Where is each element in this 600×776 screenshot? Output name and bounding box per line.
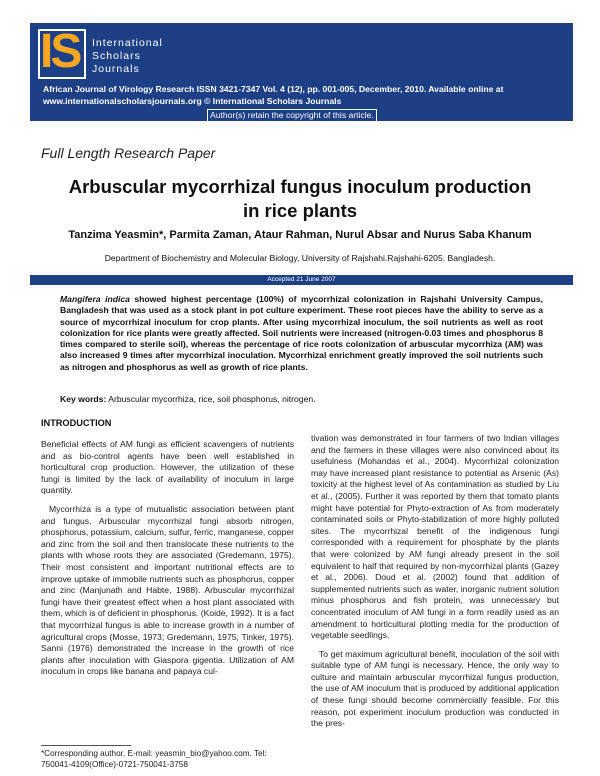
abstract	[60, 294, 543, 373]
author-list: Tanzima Yeasmin*, Parmita Zaman, Ataur Rahman, Nurul Absar and Nurus Saba Khanum	[68, 229, 532, 241]
keywords-label: Key words:	[60, 394, 107, 404]
journal-logo-mark: IS	[40, 25, 80, 78]
body-column-right	[311, 433, 559, 737]
keywords	[60, 394, 543, 404]
section-heading-introduction: INTRODUCTION	[41, 418, 112, 428]
logo-line-3: Journals	[92, 63, 140, 75]
intro-paragraph-4: To get maximum agricultural benefit, inoculation of the soil with suitable type of AM fungi is necessary. Hence, the only way to culture and maintain arbuscular mycorrhizal fungus production, the use of AM inoculum that is produced by additional application of these fungi should become commercially feasible. For this reason, pot experiment inoculum production was conducted in the pres-	[311, 648, 559, 729]
author-affiliation: Department of Biochemistry and Molecular Biology, University of Rajshahi.Rajshahi-6205. Bangladesh.	[104, 253, 496, 263]
abstract-body: showed highest percentage (100%) of mycorrhizal colonization in Rajshahi University Campus, Bangladesh that was used as a stock plant in pot culture experiment. These root pieces have the ability to serve as a source of mycorrhizal inoculum for crop plants. After using mycorrhizal inoculum, the soil nutrients as well as root colonization for rice plants were greatly affected. Soil nutrients were increased (nitrogen-0.03 times and phosphorus 8 times compared to sterile soil), whereas the percentage of rice roots colonization of arbuscular mycorrhiza (AM) was also increased 9 times after mycorrhizal inoculation. Mycorrhizal enrichment greatly improved the soil nutrients such as nitrogen and phosphorus as well as growth of rice plants.	[60, 294, 543, 372]
intro-paragraph-3: tivation was demonstrated in four farmers of two Indian villages and the farmers in these villages were also convinced about its usefulness (Mohandas et al., 2004). Mycorrhizal colonization may have increased plant resistance to potential as Arsenic (As) toxicity at the highest level of As contamination as studied by Liu et al., (2005). Further it was reported by them that tomato plants might have potential for Phyto-extraction of As from moderately contaminated soils or Phyto-stabilization of more highly polluted sites. The mycorrhizal benefit of the indigenous fungi corresponded with a requirement for phosphate by the plants that were colonized by AM fungi already present in the soil equivalent to half that required by non-mycorrhizal plants (Gazey et al., 2006). Doud et al. (2002) found that addition of supplemented nutrients such as water, inorganic nutrient solution minus phosphorus and fish protein, was unnecessary but concentrated inoculum of AM fungi in a form readily used as an amendment to horticultural plotting media for the production of vegetable seedlings.	[311, 433, 559, 641]
logo-line-1: International	[92, 37, 163, 49]
corresponding-author-footnote: *Corresponding author. E-mail: yeasmin_bio@yahoo.com. Tel: 750041-4109(Office)-0721-750041-3758	[41, 749, 267, 769]
accepted-date-banner: Accepted 21 June 2007	[30, 275, 573, 285]
footnote-divider	[41, 745, 131, 746]
journal-logo-text	[92, 37, 163, 76]
keywords-list: Arbuscular mycorrhiza, rice, soil phosphorus, nitrogen.	[106, 394, 316, 404]
journal-citation: African Journal of Virology Research ISSN 3421-7347 Vol. 4 (12), pp. 001-005, December, 2010. Available online at www.internationalscholarsjournals.org © International Scholars Journals	[43, 84, 504, 106]
paper-title: Arbuscular mycorrhizal fungus inoculum production in rice plants	[68, 176, 532, 221]
copyright-notice: Author(s) retain the copyright of this article.	[207, 109, 377, 122]
paper-type: Full Length Research Paper	[41, 145, 216, 161]
logo-line-2: Scholars	[92, 50, 141, 62]
body-column-left	[41, 439, 294, 685]
intro-paragraph-2: Mycorrhiza is a type of mutualistic association between plant and fungus. Arbuscular mycorrhizal fungi absorb nitrogen, phosphorus, potassium, calcium, sulfur, ferric, manganese, copper and zinc from the soil and then translocate these nutrients to the plants with whose roots they are associated (Gredemann, 1975). Their most consistent and important nutritional effects are to improve uptake of immobile nutrients such as phosphorus, copper and zinc (Manjunath and Habte, 1988). Arbuscular mycorrhizal fungi have their greatest effect when a host plant associated with them, which is of deficient in phosphorus. (Koide, 1992). It is a fact that mycorrhizal fungus is able to increase growth in a number of agricultural crops (Mosse, 1973; Gredemann, 1975; Tinker, 1975). Sanni (1976) demonstrated the increase in the growth of rice plants after inoculation with Giaspora gigentia. Utilization of AM inoculum in crops like banana and papaya cul-	[41, 503, 294, 677]
intro-paragraph-1: Beneficial effects of AM fungi as efficient scavengers of nutrients and as bio-control agents have been well established in horticultural crop production. However, the utilization of these fungi is limited by the lack of availability of inoculum in large quantity.	[41, 439, 294, 496]
abstract-species-name: Mangifera indica	[60, 294, 130, 304]
